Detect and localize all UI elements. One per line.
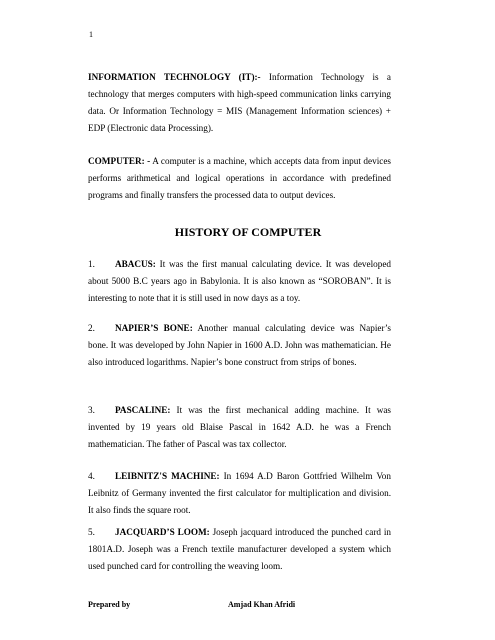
entry-term: JACQUARD’S LOOM: bbox=[115, 527, 210, 537]
history-entry-leibnitz-machine bbox=[88, 468, 391, 519]
computer-definition bbox=[88, 153, 391, 204]
entry-number: 4. bbox=[88, 471, 95, 481]
entry-number: 1. bbox=[88, 259, 95, 269]
history-entry-napiers-bone bbox=[88, 320, 391, 371]
it-definition bbox=[88, 69, 391, 137]
page-number: 1 bbox=[89, 30, 93, 39]
footer-author: Amjad Khan Afridi bbox=[228, 600, 296, 609]
history-entry-abacus bbox=[88, 256, 391, 307]
entry-term: ABACUS: bbox=[115, 259, 156, 269]
entry-term: LEIBNITZ'S MACHINE: bbox=[115, 471, 220, 481]
entry-text: Another manual calculating device was Napier’s bone. It was developed by John Napier in 1600 A.D. John was mathematician. He also introduced logarithms. Napier’s bone construct from strips of bones. bbox=[88, 323, 391, 367]
entry-text: Joseph jacquard introduced the punched card in 1801A.D. Joseph was a French textile manufacturer developed a system which used punched card for controlling the weaving loom. bbox=[88, 527, 391, 571]
computer-text: A computer is a machine, which accepts data from input devices performs arithmetical and logical operations in accordance with predefined programs and finally transfers the processed data to output devices. bbox=[88, 156, 391, 200]
entry-text: It was the first manual calculating device. It was developed about 5000 B.C years ago in Babylonia. It is also known as “SOROBAN”. It is interesting to note that it is still used in now days as a toy. bbox=[88, 259, 391, 303]
entry-text: In 1694 A.D Baron Gottfried Wilhelm Von Leibnitz of Germany invented the first calculator for multiplication and division. It also finds the square root. bbox=[88, 471, 391, 515]
entry-number: 3. bbox=[88, 405, 95, 415]
it-term: INFORMATION TECHNOLOGY (IT):- bbox=[88, 72, 261, 82]
it-text: Information Technology is a technology that merges computers with high-speed communication links carrying data. Or Information Technology = MIS (Management Information sciences) + EDP (Electronic data Processing). bbox=[88, 72, 391, 133]
entry-term: NAPIER’S BONE: bbox=[115, 323, 193, 333]
history-entry-jacquard-loom bbox=[88, 524, 391, 575]
entry-number: 5. bbox=[88, 527, 95, 537]
entry-text: It was the first mechanical adding machine. It was invented by 19 years old Blaise Pascal in 1642 A.D. he was a French mathematician. The father of Pascal was tax collector. bbox=[88, 405, 391, 449]
entry-number: 2. bbox=[88, 323, 95, 333]
entry-term: PASCALINE: bbox=[115, 405, 171, 415]
section-heading: HISTORY OF COMPUTER bbox=[174, 225, 322, 239]
footer-prepared-by: Prepared by bbox=[88, 600, 131, 609]
history-entry-pascaline bbox=[88, 402, 391, 453]
computer-term: COMPUTER: - bbox=[88, 156, 151, 166]
